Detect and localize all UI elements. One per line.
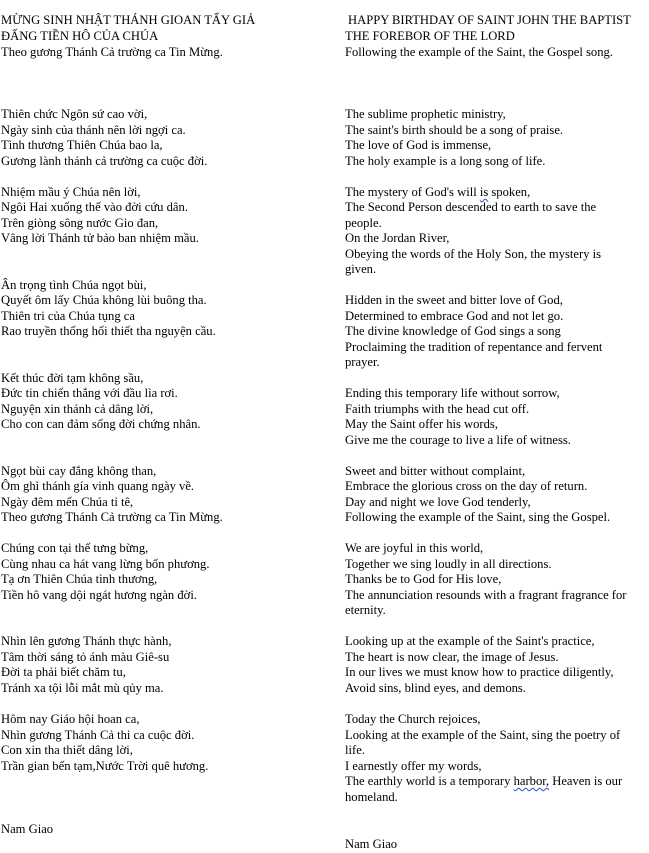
en-verse-line: Determined to embrace God and not let go. — [345, 309, 564, 323]
vn-verse-line: Ngày sinh của thánh nên lời ngợi ca. — [1, 123, 186, 137]
vietnamese-title-line2: ĐẤNG TIỀN HÔ CỦA CHÚA — [1, 29, 159, 43]
en-verse-line-spoken — [345, 185, 530, 201]
vn-verse-line: Nguyện xin thánh cả dâng lời, — [1, 402, 154, 416]
en-verse-line: Thanks be to God for His love, — [345, 572, 502, 586]
vn-verse-line: Nhìn lên gương Thánh thực hành, — [1, 634, 172, 648]
en-verse-line: people. — [345, 216, 382, 230]
en-verse-line: The love of God is immense, — [345, 138, 492, 152]
en-verse-line: Sweet and bitter without complaint, — [345, 464, 526, 478]
en-verse-line: Ending this temporary life without sorrow, — [345, 386, 560, 400]
en-verse-line: Day and night we love God tenderly, — [345, 495, 531, 509]
vn-verse-line: Nhìn gương Thánh Cả thi ca cuộc đời. — [1, 728, 195, 742]
en-verse-line: The earthly world is a temporary harbor, Heaven is our — [345, 774, 623, 788]
vn-verse-line: Vâng lời Thánh tử bảo ban nhiệm mầu. — [1, 231, 199, 245]
vn-verse-line: Nhiệm mầu ý Chúa nên lời, — [1, 185, 141, 199]
en-verse-line: Hidden in the sweet and bitter love of God, — [345, 293, 563, 307]
vn-verse-line: Chúng con tại thế tưng bừng, — [1, 541, 149, 555]
en-verse-line: prayer. — [345, 355, 380, 369]
en-verse-line: The sublime prophetic ministry, — [345, 107, 506, 121]
spellcheck-underline-mark: is — [479, 185, 489, 199]
vietnamese-author: Nam Giao — [1, 822, 54, 836]
vn-verse-line: Trên giòng sông nước Gio đan, — [1, 216, 159, 230]
vn-verse-line: Tiền hô vang dội ngát hương ngàn đời. — [1, 588, 197, 602]
english-author: Nam Giao — [345, 837, 398, 851]
english-title-line2: THE FOREBOR OF THE LORD — [345, 29, 515, 43]
vn-verse-line: Tình thương Thiên Chúa bao la, — [1, 138, 163, 152]
en-verse-line: We are joyful in this world, — [345, 541, 484, 555]
spellcheck-underline-mark: harbor, — [513, 774, 550, 788]
vietnamese-title-line1: MỪNG SINH NHẬT THÁNH GIOAN TẨY GIẢ — [1, 13, 256, 27]
en-verse-line: The holy example is a long song of life. — [345, 154, 546, 168]
en-verse-line: The heart is now clear, the image of Jesus. — [345, 650, 559, 664]
english-title-line1: HAPPY BIRTHDAY OF SAINT JOHN THE BAPTIST — [348, 13, 631, 27]
en-verse-line: The divine knowledge of God sings a song — [345, 324, 561, 338]
en-verse-line: given. — [345, 262, 377, 276]
vn-verse-line: Rao truyền thống hối thiết tha nguyện cầu. — [1, 324, 216, 338]
vn-verse-line: Gương lành thánh cả trường ca cuộc đời. — [1, 154, 208, 168]
english-subtitle: Following the example of the Saint, the Gospel song. — [345, 45, 613, 59]
en-verse-line: life. — [345, 743, 365, 757]
en-verse-line: The Second Person descended to earth to save the — [345, 200, 597, 214]
vn-verse-line: Ôm ghì thánh gía vinh quang ngày về. — [1, 479, 195, 493]
vn-verse-line: Tạ ơn Thiên Chúa tình thương, — [1, 572, 158, 586]
vn-verse-line: Cho con can đảm sống đời chứng nhân. — [1, 417, 201, 431]
vn-verse-line: Đời ta phải biết chăm tu, — [1, 665, 126, 679]
en-verse-line: Together we sing loudly in all directions. — [345, 557, 552, 571]
en-verse-line: In our lives we must know how to practice diligently, — [345, 665, 614, 679]
en-verse-line: Embrace the glorious cross on the day of return. — [345, 479, 588, 493]
vn-verse-line: Thiên tri của Chúa tụng ca — [1, 309, 135, 323]
en-verse-line: Give me the courage to live a life of witness. — [345, 433, 571, 447]
vietnamese-subtitle: Theo gương Thánh Cả trường ca Tin Mừng. — [1, 45, 223, 59]
vn-verse-line: Tâm thời sáng tỏ ánh màu Giê-su — [1, 650, 170, 664]
en-verse-line: Avoid sins, blind eyes, and demons. — [345, 681, 526, 695]
en-verse-line: The saint's birth should be a song of praise. — [345, 123, 564, 137]
vn-verse-line: Cùng nhau ca hát vang lừng bốn phương. — [1, 557, 210, 571]
en-verse-part: The mystery of God's will is spoken, — [345, 185, 531, 199]
en-verse-line: Following the example of the Saint, sing the Gospel. — [345, 510, 611, 524]
en-verse-line: eternity. — [345, 603, 386, 617]
vn-verse-line: Ngày đêm mến Chúa tỉ tê, — [1, 495, 134, 509]
vn-verse-line: Ngọt bùi cay đắng không than, — [1, 464, 157, 478]
en-verse-line: homeland. — [345, 790, 398, 804]
vn-verse-line: Kết thúc đời tạm không sầu, — [1, 371, 144, 385]
vn-verse-line: Ngôi Hai xuống thế vào đời cứu dân. — [1, 200, 188, 214]
en-verse-line: May the Saint offer his words, — [345, 417, 498, 431]
vn-verse-line: Đức tin chiến thắng với đầu lìa rơi. — [1, 386, 178, 400]
en-verse-line: On the Jordan River, — [345, 231, 450, 245]
vn-verse-line: Thiên chức Ngôn sứ cao vời, — [1, 107, 148, 121]
vn-verse-line: Con xin tha thiết dâng lời, — [1, 743, 133, 757]
vn-verse-line: Trần gian bến tạm,Nước Trời quê hương. — [1, 759, 209, 773]
vn-verse-line: Quyết ôm lấy Chúa không lùi buông tha. — [1, 293, 207, 307]
en-verse-line: Faith triumphs with the head cut off. — [345, 402, 530, 416]
en-verse-line: The annunciation resounds with a fragrant fragrance for — [345, 588, 627, 602]
en-verse-line: Today the Church rejoices, — [345, 712, 481, 726]
vn-verse-line: Theo gương Thánh Cả trường ca Tin Mừng. — [1, 510, 223, 524]
en-verse-line: Proclaiming the tradition of repentance and fervent — [345, 340, 603, 354]
vn-verse-line: Tránh xa tội lỗi mắt mù qủy ma. — [1, 681, 164, 695]
en-verse-line: I earnestly offer my words, — [345, 759, 482, 773]
en-verse-line: Looking at the example of the Saint, sing the poetry of — [345, 728, 621, 742]
vn-verse-line: Hôm nay Giáo hội hoan ca, — [1, 712, 140, 726]
en-verse-line: Obeying the words of the Holy Son, the mystery is — [345, 247, 602, 261]
en-verse-line: Looking up at the example of the Saint's practice, — [345, 634, 595, 648]
vn-verse-line: Ân trọng tình Chúa ngọt bùi, — [1, 278, 147, 292]
